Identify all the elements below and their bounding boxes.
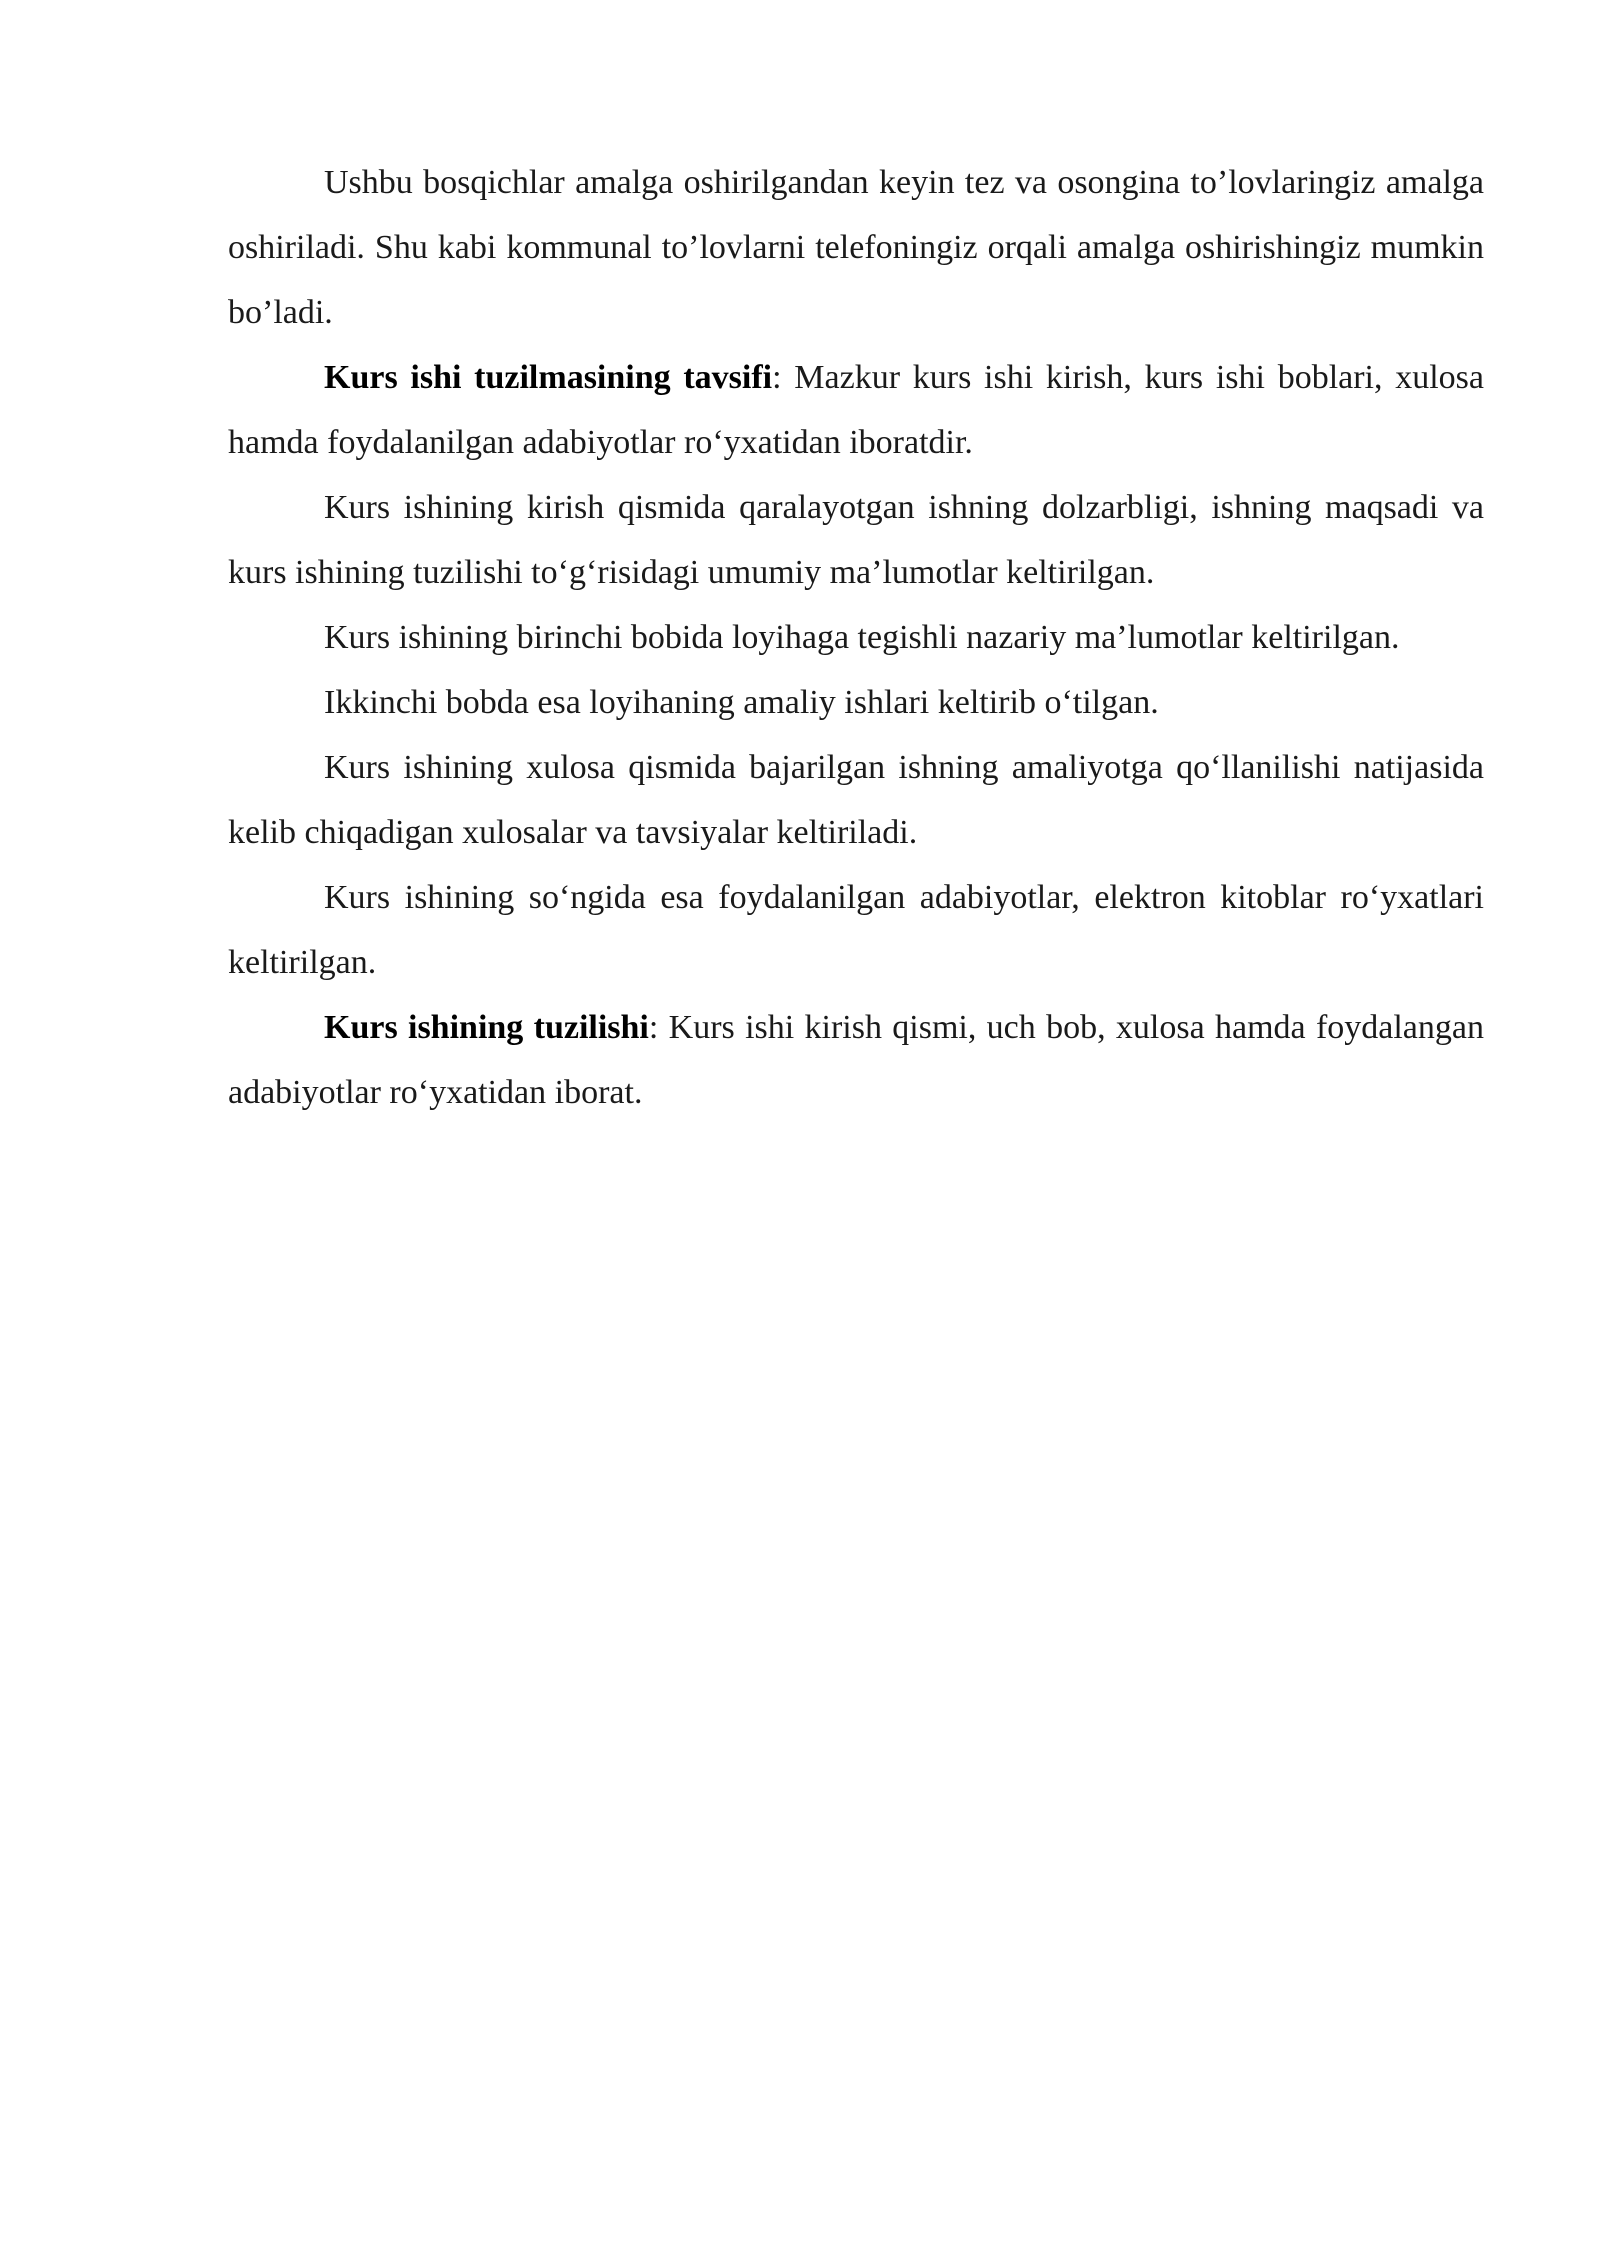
paragraph-text: Kurs ishining kirish qismida qaralayotgan ishning dolzarbligi, ishning maqsadi va kurs ishining tuzilishi to‘g‘risidagi umumiy ma’lumotlar keltirilgan.	[228, 489, 1484, 591]
paragraph-second-chapter	[228, 670, 1484, 735]
paragraph-structure	[228, 995, 1484, 1125]
paragraph-introduction	[228, 475, 1484, 605]
paragraph-text: Kurs ishining birinchi bobida loyihaga tegishli nazariy ma’lumotlar keltirilgan.	[324, 619, 1400, 656]
paragraph-text: Kurs ishining xulosa qismida bajarilgan ishning amaliyotga qo‘llanilishi natijasida kelib chiqadigan xulosalar va tavsiyalar keltiriladi.	[228, 749, 1484, 851]
paragraph-first-chapter	[228, 605, 1484, 670]
paragraph-text: : Kurs ishi kirish qismi, uch bob, xulosa hamda foydalangan adabiyotlar ro‘yxatidan iborat.	[228, 1009, 1484, 1111]
paragraph-text: : Mazkur kurs ishi kirish, kurs ishi boblari, xulosa hamda foydalanilgan adabiyotlar ro‘yxatidan iboratdir.	[228, 359, 1484, 461]
document-body	[228, 150, 1484, 1125]
paragraph-conclusion	[228, 735, 1484, 865]
paragraph-payment-steps	[228, 150, 1484, 345]
paragraph-text: Ikkinchi bobda esa loyihaning amaliy ishlari keltirib o‘tilgan.	[324, 684, 1159, 721]
paragraph-references	[228, 865, 1484, 995]
paragraph-text: Ushbu bosqichlar amalga oshirilgandan keyin tez va osongina to’lovlaringiz amalga oshiriladi. Shu kabi kommunal to’lovlarni telefoningiz orqali amalga oshirishingiz mumkin bo’ladi.	[228, 164, 1484, 331]
paragraph-bold-lead: Kurs ishi tuzilmasining tavsifi	[324, 359, 773, 396]
paragraph-bold-lead: Kurs ishining tuzilishi	[324, 1009, 649, 1046]
paragraph-text: Kurs ishining so‘ngida esa foydalanilgan adabiyotlar, elektron kitoblar ro‘yxatlari keltirilgan.	[228, 879, 1484, 981]
paragraph-structure-description	[228, 345, 1484, 475]
